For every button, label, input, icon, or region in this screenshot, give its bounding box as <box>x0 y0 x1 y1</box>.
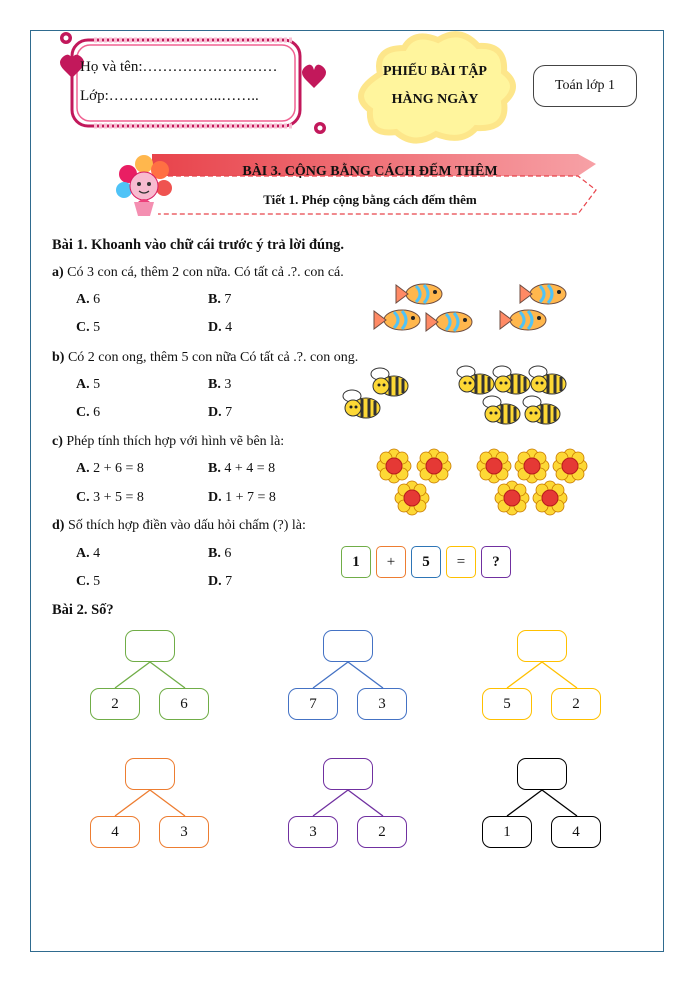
flower-icon <box>377 449 411 483</box>
flower-icon <box>395 481 429 515</box>
option-a-A[interactable]: A. 6 <box>76 292 101 307</box>
tree-top-box[interactable] <box>323 630 373 662</box>
bee-icon <box>343 390 380 418</box>
fish-icon <box>520 284 566 304</box>
bee-illustration <box>340 362 585 436</box>
equation-number-2: 5 <box>411 546 441 578</box>
fish-icon <box>500 310 546 330</box>
tree-left-box: 1 <box>482 816 532 848</box>
exercise2-heading: Bài 2. Số? <box>52 602 114 618</box>
question-d: d) Số thích hợp điền vào dấu hỏi chấm (?) là: <box>52 518 306 533</box>
tree-left-box: 2 <box>90 688 140 720</box>
equation-answer[interactable]: ? <box>481 546 511 578</box>
option-a-B[interactable]: B. 7 <box>208 292 232 307</box>
bee-icon <box>483 396 520 424</box>
option-c-B[interactable]: B. 4 + 4 = 8 <box>208 461 276 476</box>
name-field[interactable]: Họ và tên:……………………… <box>80 59 278 75</box>
cloud-shape <box>350 34 520 144</box>
worksheet-title-line1: PHIẾU BÀI TẬP <box>383 64 487 79</box>
tree-right-box: 2 <box>551 688 601 720</box>
tree-top-box[interactable] <box>517 630 567 662</box>
option-d-C[interactable]: C. 5 <box>76 574 101 589</box>
flower-icon <box>553 449 587 483</box>
option-a-D[interactable]: D. 4 <box>208 320 233 335</box>
equation-plus: + <box>376 546 406 578</box>
option-c-A[interactable]: A. 2 + 6 = 8 <box>76 461 144 476</box>
fish-icon <box>426 312 472 332</box>
tree-top-box[interactable] <box>125 758 175 790</box>
worksheet-title-line2: HÀNG NGÀY <box>391 92 479 107</box>
tree-right-box: 3 <box>357 688 407 720</box>
question-b: b) Có 2 con ong, thêm 5 con nữa Có tất cả .?. con ong. <box>52 350 359 365</box>
option-b-D[interactable]: D. 7 <box>208 405 233 420</box>
fish-icon <box>396 284 442 304</box>
class-field[interactable]: Lớp:…………………..…….. <box>80 88 259 104</box>
tree-left-box: 3 <box>288 816 338 848</box>
option-b-C[interactable]: C. 6 <box>76 405 101 420</box>
option-d-A[interactable]: A. 4 <box>76 546 101 561</box>
option-b-A[interactable]: A. 5 <box>76 377 101 392</box>
option-c-C[interactable]: C. 3 + 5 = 8 <box>76 490 144 505</box>
tree-top-box[interactable] <box>517 758 567 790</box>
fish-illustration <box>370 278 580 342</box>
option-c-D[interactable]: D. 1 + 7 = 8 <box>208 490 276 505</box>
equation-number-1: 1 <box>341 546 371 578</box>
flower-illustration <box>374 446 594 520</box>
exercise1-heading: Bài 1. Khoanh vào chữ cái trước ý trả lời đúng. <box>52 237 345 253</box>
option-a-C[interactable]: C. 5 <box>76 320 101 335</box>
flower-icon <box>533 481 567 515</box>
flower-icon <box>477 449 511 483</box>
question-c: c) Phép tính thích hợp với hình vẽ bên là: <box>52 434 285 449</box>
name-frame <box>58 30 328 136</box>
question-a: a) Có 3 con cá, thêm 2 con nữa. Có tất cả .?. con cá. <box>52 265 344 280</box>
option-d-B[interactable]: B. 6 <box>208 546 232 561</box>
equation-equals: = <box>446 546 476 578</box>
subject-label: Toán lớp 1 <box>533 65 637 107</box>
lesson-banner <box>108 150 598 220</box>
bee-icon <box>457 366 494 394</box>
fish-icon <box>374 310 420 330</box>
flower-icon <box>417 449 451 483</box>
bee-icon <box>529 366 566 394</box>
lesson-title: BÀI 3. CỘNG BẰNG CÁCH ĐẾM THÊM <box>242 164 498 179</box>
bee-icon <box>371 368 408 396</box>
lesson-subtitle: Tiết 1. Phép cộng bằng cách đếm thêm <box>263 192 477 207</box>
option-d-D[interactable]: D. 7 <box>208 574 233 589</box>
bee-icon <box>493 366 530 394</box>
tree-left-box: 5 <box>482 688 532 720</box>
tree-top-box[interactable] <box>323 758 373 790</box>
flower-icon <box>495 481 529 515</box>
tree-top-box[interactable] <box>125 630 175 662</box>
tree-right-box: 3 <box>159 816 209 848</box>
tree-right-box: 2 <box>357 816 407 848</box>
tree-left-box: 4 <box>90 816 140 848</box>
flower-icon <box>515 449 549 483</box>
tree-right-box: 4 <box>551 816 601 848</box>
option-b-B[interactable]: B. 3 <box>208 377 232 392</box>
tree-right-box: 6 <box>159 688 209 720</box>
bee-icon <box>523 396 560 424</box>
tree-left-box: 7 <box>288 688 338 720</box>
